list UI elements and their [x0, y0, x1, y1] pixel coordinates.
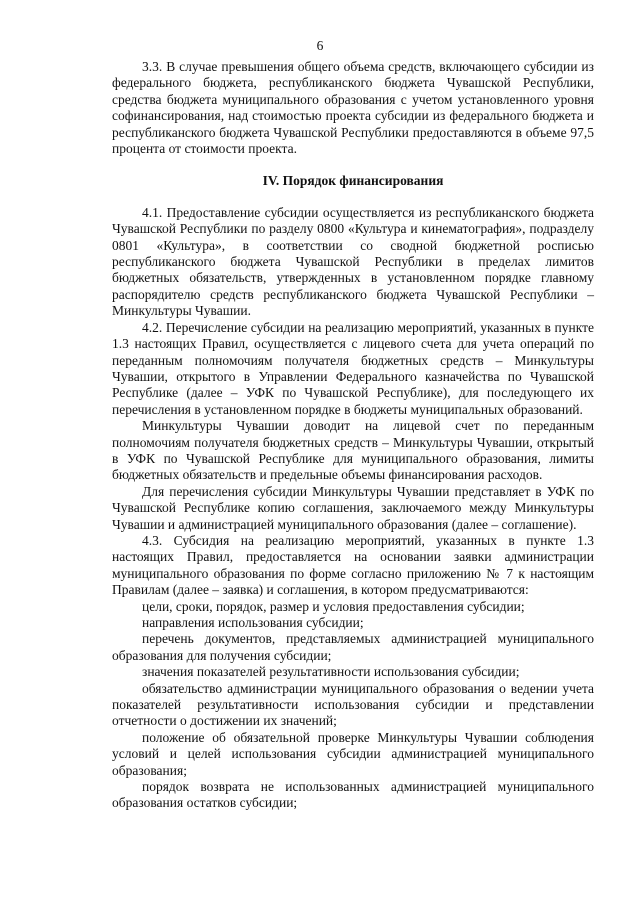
list-item: перечень документов, представляемых администрацией муниципального образования для получения субсидии; [112, 631, 594, 663]
list-item: положение об обязательной проверке Минкультуры Чувашии соблюдения условий и целей использования субсидии администрацией муниципального образования; [112, 729, 594, 778]
paragraph-4-3: 4.3. Субсидия на реализацию мероприятий, указанных в пункте 1.3 настоящих Правил, предоставляется на основании заявки администрации муниципального образования по форме согласно приложению № 7 к настоящим Правилам (далее – заявка) и соглашения, в котором предусматриваются: [112, 532, 594, 598]
paragraph-4-1: 4.1. Предоставление субсидии осуществляется из республиканского бюджета Чувашской Республики по разделу 0800 «Культура и кинематография», подразделу 0801 «Культура», в соответствии со сводной бюджетной росписью республиканского бюджета Чувашской Республики в пределах лимитов бюджетных обязательств, утвержденных в установленном порядке главному распорядителю средств республиканского бюджета Чувашской Республики – Минкультуры Чувашии. [112, 204, 594, 319]
list-item: значения показателей результативности использования субсидии; [142, 664, 520, 680]
page-number: 6 [316, 38, 324, 53]
document-body [112, 59, 594, 812]
list-item: обязательство администрации муниципального образования о ведении учета показателей результативности использования субсидии и представлении отчетности о достижении их значений; [112, 680, 594, 729]
list-item: цели, сроки, порядок, размер и условия предоставления субсидии; [142, 598, 525, 614]
paragraph-3-3: 3.3. В случае превышения общего объема средств, включающего субсидии из федерального бюджета, республиканского бюджета Чувашской Республики, средства бюджета муниципального образования с учетом установленного уровня софинансирования, над стоимостью проекта субсидии из федерального бюджета и республиканского бюджета Чувашской Республики предоставляются в объеме 97,5 процента от стоимости проекта. [112, 59, 594, 157]
section-title: IV. Порядок финансирования [262, 173, 444, 189]
list-item: порядок возврата не использованных администрацией муниципального образования остатков субсидии; [112, 779, 594, 811]
paragraph-limits: Минкультуры Чувашии доводит на лицевой счет по переданным полномочиям получателя бюджетных средств – Минкультуры Чувашии, открытый в УФК по Чувашской Республике для муниципального образования, лимиты бюджетных обязательств и предельные объемы финансирования расходов. [112, 418, 594, 483]
paragraph-agreement: Для перечисления субсидии Минкультуры Чувашии представляет в УФК по Чувашской Республике копию соглашения, заключаемого между Минкультуры Чувашии и администрацией муниципального образования (далее – соглашение). [112, 483, 594, 532]
paragraph-4-2: 4.2. Перечисление субсидии на реализацию мероприятий, указанных в пункте 1.3 настоящих Правил, осуществляется с лицевого счета для учета операций по переданным полномочиям получателя бюджетных средств – Минкультуры Чувашии, открытого в Управлении Федерального казначейства по Чувашской Республике (далее – УФК по Чувашской Республике), для последующего их перечисления в установленном порядке в бюджеты муниципальных образований. [112, 319, 594, 417]
list-item: направления использования субсидии; [142, 615, 364, 630]
